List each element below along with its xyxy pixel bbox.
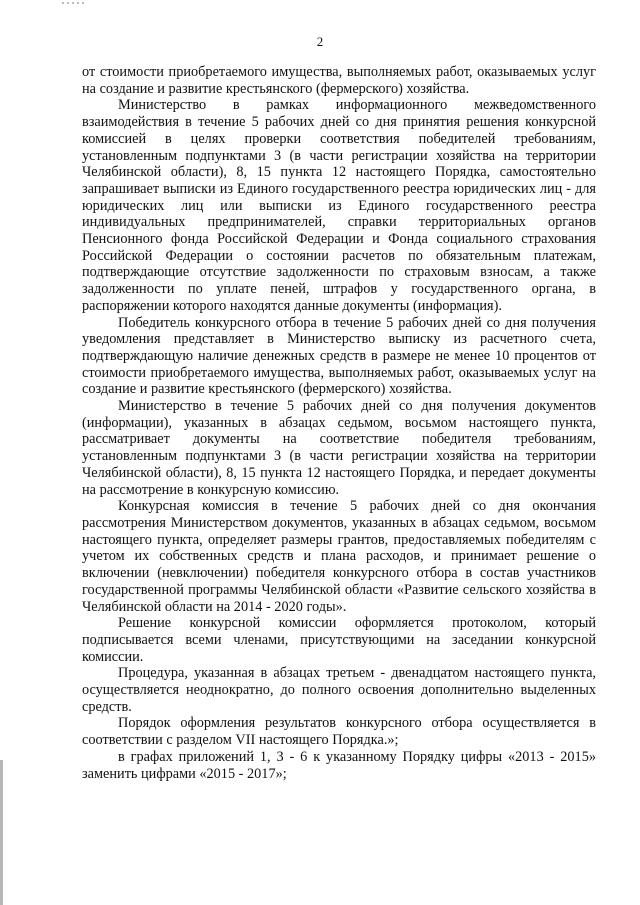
paragraph-continuation: от стоимости приобретаемого имущества, выполняемых работ, оказываемых услуг на создание и развитие крестьянского (фермерского) хозяйства. <box>82 64 596 97</box>
paragraph-appendix-amendment: в графах приложений 1, 3 - 6 к указанному Порядку цифры «2013 - 2015» заменить цифрами «2015 - 2017»; <box>82 748 596 782</box>
paragraph-commission-decision: Конкурсная комиссия в течение 5 рабочих дней со дня окончания рассмотрения Министерством документов, указанных в абзацах седьмом, восьмом настоящего пункта, определяет размеры грантов, предоставляемых победителям с учетом их собственных средств и плана расходов, и принимает решение о включении (невключении) победителя конкурсного отбора в состав участников государственной программы Челябинской области «Развитие сельского хозяйства в Челябинской области на 2014 - 2020 годы». <box>82 498 596 615</box>
paragraph-winner-bank-statement: Победитель конкурсного отбора в течение 5 рабочих дней со дня получения уведомления представляет в Министерство выписку из расчетного счета, подтверждающую наличие денежных средств в размере не менее 10 процентов от стоимости приобретаемого имущества, выполняемых работ, оказываемых услуг на создание и развитие крестьянского (фермерского) хозяйства. <box>82 314 596 398</box>
paragraph-ministry-review: Министерство в течение 5 рабочих дней со дня получения документов (информации), указанных в абзацах седьмом, восьмом настоящего пункта, рассматривает документы на соответствие победителя требованиям, установленным подпунктами 3 (в части регистрации хозяйства на территории Челябинской области), 8, 15 пункта 12 настоящего Порядка, и передает документы на рассмотрение в конкурсную комиссию. <box>82 398 596 498</box>
paragraph-results-formalization: Порядок оформления результатов конкурсного отбора осуществляется в соответствии с разделом VII настоящего Порядка.»; <box>82 715 596 749</box>
paragraph-ministry-interagency-request: Министерство в рамках информационного межведомственного взаимодействия в течение 5 рабочих дней со дня принятия решения конкурсной комиссией в целях проверки соответствия победителей требованиям, установленным подпунктами 3 (в части регистрации хозяйства на территории Челябинской области), 8, 15 пункта 12 настоящего Порядка, самостоятельно запрашивает выписки из Единого государственного реестра юридических лиц - для юридических лиц или выписки из Единого государственного реестра индивидуальных предпринимателей, справки территориальных органов Пенсионного фонда Российской Федерации и Фонда социального страхования Российской Федерации о состоянии расчетов по обязательным платежам, подтверждающие отсутствие задолженности по страховым взносам, а также задолженности по уплате пеней, штрафов у государственного органа, в распоряжении которого находятся данные документы (информация). <box>82 97 596 314</box>
scan-edge-shadow <box>0 760 3 905</box>
paragraph-procedure-repeat: Процедура, указанная в абзацах третьем - двенадцатом настоящего пункта, осуществляется неоднократно, до полного освоения дополнительно выделенных средств. <box>82 665 596 715</box>
page-number: 2 <box>316 34 324 49</box>
paragraph-protocol: Решение конкурсной комиссии оформляется протоколом, который подписывается всеми членами, присутствующими на заседании конкурсной комиссии. <box>82 615 596 665</box>
scan-artifact <box>62 2 86 4</box>
document-body <box>82 64 596 782</box>
